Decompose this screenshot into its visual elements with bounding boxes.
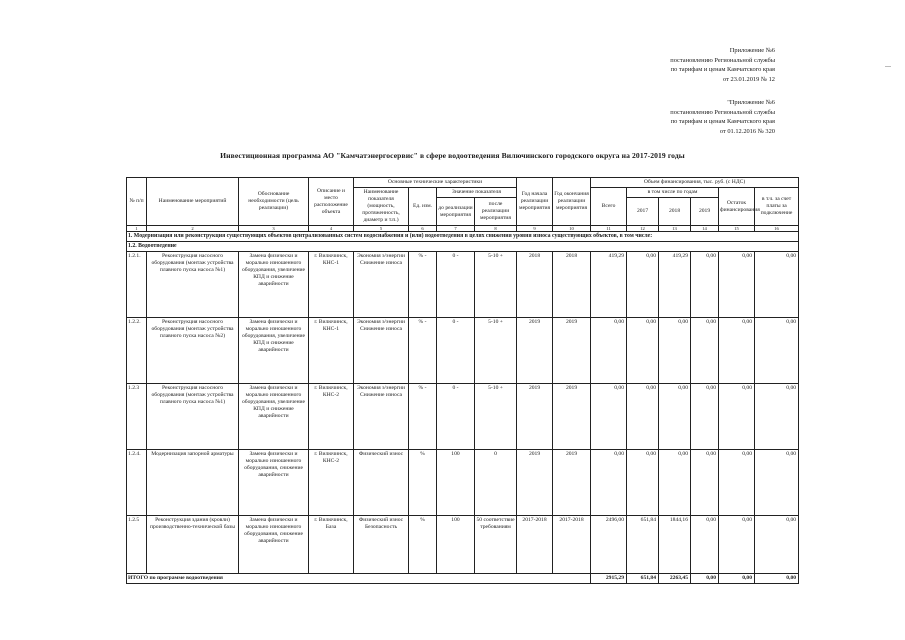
column-number: 14 [691, 226, 719, 232]
table-row [127, 318, 799, 384]
location-cell: г. Вилючинск, КНС-1 [309, 252, 354, 318]
finance-2018-cell: 0,00 [659, 318, 691, 384]
total-y2018-cell: 2263,45 [659, 574, 691, 584]
column-number: 4 [309, 226, 354, 232]
column-number: 15 [719, 226, 755, 232]
appendix-current-note [670, 46, 775, 84]
total-remaining-cell: 0,00 [719, 574, 755, 584]
measure-name-cell: Модернизация запорной арматуры [147, 450, 239, 516]
value-after-cell: 5-10 + [475, 384, 517, 450]
measure-name-cell: Реконструкция насосного оборудования (монтаж устройства плавного пуска насоса №1) [147, 252, 239, 318]
column-number: 16 [755, 226, 799, 232]
finance-2017-cell: 0,00 [627, 384, 659, 450]
row-number-cell: 1.2.3 [127, 384, 147, 450]
header-year-start: Год начала реализации мероприятия [517, 178, 553, 226]
scan-mark [885, 66, 891, 67]
appendix-line: Приложение №6 [729, 47, 775, 54]
header-row [127, 178, 799, 188]
unit-cell: % - [409, 318, 437, 384]
header-justification: Обоснование необходимости (цель реализации) [239, 178, 309, 226]
indicator-cell: Экономия э/энергии Снижение износа [354, 384, 409, 450]
header-incl-fee: в т.ч. за счет платы за подключение [755, 188, 799, 226]
total-label: ИТОГО по программе водоотведения [127, 574, 591, 584]
finance-2018-cell: 419,29 [659, 252, 691, 318]
header-indicator: Наименование показателя (мощность, протяженность, диаметр и т.п.) [354, 188, 409, 226]
measure-name-cell: Реконструкция здания (кровли) производственно-технической базы [147, 516, 239, 574]
year-end-cell: 2018 [553, 252, 591, 318]
finance-incl-fee-cell: 0,00 [755, 252, 799, 318]
column-number: 3 [239, 226, 309, 232]
appendix-line: "Приложение №6 [727, 99, 775, 106]
finance-total-cell: 0,00 [591, 318, 627, 384]
year-end-cell: 2019 [553, 318, 591, 384]
location-cell: г. Вилючинск, КНС-1 [309, 318, 354, 384]
measure-name-cell: Реконструкция насосного оборудования (монтаж устройства плавного пуска насоса №2) [147, 318, 239, 384]
finance-2019-cell: 0,00 [691, 384, 719, 450]
total-y2019-cell: 0,00 [691, 574, 719, 584]
column-number: 8 [475, 226, 517, 232]
header-2018: 2018 [659, 198, 691, 226]
unit-cell: % [409, 450, 437, 516]
value-after-cell: 5-10 + [475, 318, 517, 384]
finance-2019-cell: 0,00 [691, 252, 719, 318]
header-2019: 2019 [691, 198, 719, 226]
column-number: 9 [517, 226, 553, 232]
justification-cell: Замена физически и морально изношенного оборудования, снижение аварийности [239, 450, 309, 516]
finance-remaining-cell: 0,00 [719, 252, 755, 318]
total-incl_fee-cell: 0,00 [755, 574, 799, 584]
finance-remaining-cell: 0,00 [719, 516, 755, 574]
justification-cell: Замена физически и морально изношенного оборудования, снижение аварийности [239, 516, 309, 574]
year-start-cell: 2019 [517, 384, 553, 450]
appendix-line: постановлению Региональной службы [670, 56, 775, 64]
total-y2017-cell: 651,84 [627, 574, 659, 584]
row-number-cell: 1.2.2. [127, 318, 147, 384]
header-values-group: Значение показателя [437, 188, 517, 198]
finance-2017-cell: 0,00 [627, 318, 659, 384]
header-name: Наименование мероприятий [147, 178, 239, 226]
investment-table [126, 177, 799, 584]
header-tech-group: Основные технические характеристики [354, 178, 517, 188]
finance-2017-cell: 0,00 [627, 252, 659, 318]
total-row [127, 574, 799, 584]
value-before-cell: 0 - [437, 318, 475, 384]
column-number: 7 [437, 226, 475, 232]
finance-2018-cell: 1844,16 [659, 516, 691, 574]
header-unit: Ед. изм. [409, 188, 437, 226]
finance-2018-cell: 0,00 [659, 384, 691, 450]
indicator-cell: Экономия э/энергии Снижение износа [354, 318, 409, 384]
subsection-row [127, 242, 799, 252]
location-cell: г. Вилючинск, КНС-2 [309, 384, 354, 450]
year-start-cell: 2018 [517, 252, 553, 318]
total-total-cell: 2915,29 [591, 574, 627, 584]
unit-cell: % - [409, 252, 437, 318]
year-end-cell: 2019 [553, 450, 591, 516]
appendix-line: по тарифам и ценам Камчатского края [670, 66, 775, 74]
year-start-cell: 2017-2018 [517, 516, 553, 574]
finance-incl-fee-cell: 0,00 [755, 450, 799, 516]
finance-remaining-cell: 0,00 [719, 384, 755, 450]
header-location: Описание и место расположение объекта [309, 178, 354, 226]
appendix-line: постановлению Региональной службы [670, 108, 775, 116]
appendix-line: от 23.01.2019 № 12 [723, 75, 775, 83]
value-before-cell: 0 - [437, 252, 475, 318]
header-finance-group: Объем финансирования, тыс. руб. (с НДС) [591, 178, 799, 188]
indicator-cell: Физический износ [354, 450, 409, 516]
row-number-cell: 1.2.5 [127, 516, 147, 574]
value-before-cell: 100 [437, 450, 475, 516]
finance-incl-fee-cell: 0,00 [755, 384, 799, 450]
value-after-cell: 5-10 + [475, 252, 517, 318]
finance-remaining-cell: 0,00 [719, 450, 755, 516]
measure-name-cell: Реконструкция насосного оборудования (монтаж устройства плавного пуска насоса №1) [147, 384, 239, 450]
header-before: до реализации мероприятия [437, 198, 475, 226]
header-2017: 2017 [627, 198, 659, 226]
value-after-cell: 0 [475, 450, 517, 516]
appendix-line: от 01.12.2016 № 320 [719, 127, 775, 135]
table-row [127, 516, 799, 574]
document-title: Инвестиционная программа АО "Камчатэнергосервис" в сфере водоотведения Вилючинского городского округа на 2017-2019 годы [220, 151, 685, 160]
finance-2017-cell: 651,84 [627, 516, 659, 574]
column-number: 2 [147, 226, 239, 232]
header-total: Всего [591, 188, 627, 226]
indicator-cell: Экономия э/энергии Снижение износа [354, 252, 409, 318]
table-row [127, 384, 799, 450]
finance-2017-cell: 0,00 [627, 450, 659, 516]
finance-2018-cell: 0,00 [659, 450, 691, 516]
finance-2019-cell: 0,00 [691, 450, 719, 516]
column-number: 12 [627, 226, 659, 232]
header-year-end: Год окончания реализации мероприятия [553, 178, 591, 226]
table-row [127, 252, 799, 318]
year-end-cell: 2019 [553, 384, 591, 450]
indicator-cell: Физический износ Безопасность [354, 516, 409, 574]
unit-cell: % - [409, 384, 437, 450]
value-before-cell: 0 - [437, 384, 475, 450]
row-number-cell: 1.2.1. [127, 252, 147, 318]
table-row [127, 450, 799, 516]
justification-cell: Замена физически и морально изношенного оборудования, увеличение КПД и снижение аварийности [239, 384, 309, 450]
appendix-previous-note [670, 98, 775, 136]
finance-total-cell: 2496,00 [591, 516, 627, 574]
column-number: 13 [659, 226, 691, 232]
column-number: 5 [354, 226, 409, 232]
column-number: 1 [127, 226, 147, 232]
year-start-cell: 2019 [517, 450, 553, 516]
finance-incl-fee-cell: 0,00 [755, 318, 799, 384]
column-number: 10 [553, 226, 591, 232]
finance-remaining-cell: 0,00 [719, 318, 755, 384]
finance-total-cell: 419,29 [591, 252, 627, 318]
finance-total-cell: 0,00 [591, 450, 627, 516]
year-end-cell: 2017-2018 [553, 516, 591, 574]
value-before-cell: 100 [437, 516, 475, 574]
finance-total-cell: 0,00 [591, 384, 627, 450]
justification-cell: Замена физически и морально изношенного оборудования, увеличение КПД и снижение аварийности [239, 318, 309, 384]
header-incl-years: в том числе по годам [627, 188, 719, 198]
column-number: 11 [591, 226, 627, 232]
row-number-cell: 1.2.4. [127, 450, 147, 516]
subsection-title: 1.2. Водоотведение [127, 242, 799, 252]
location-cell: г. Вилючинск, База [309, 516, 354, 574]
year-start-cell: 2019 [517, 318, 553, 384]
header-num: № п/п [127, 178, 147, 226]
location-cell: г. Вилючинск, КНС-2 [309, 450, 354, 516]
unit-cell: % [409, 516, 437, 574]
finance-2019-cell: 0,00 [691, 516, 719, 574]
header-remaining: Остаток финансирования [719, 188, 755, 226]
justification-cell: Замена физически и морально изношенного оборудования, увеличение КПД и снижение аварийности [239, 252, 309, 318]
section-row [127, 232, 799, 242]
section-title: 1. Модернизация или реконструкция существующих объектов централизованных систем водоснабжения и (или) водоотведения в целях снижения уровня износа существующих объектов, в том числе: [127, 232, 799, 242]
finance-2019-cell: 0,00 [691, 318, 719, 384]
value-after-cell: 50 соответствие требованиям [475, 516, 517, 574]
finance-incl-fee-cell: 0,00 [755, 516, 799, 574]
header-after: после реализации мероприятия [475, 198, 517, 226]
appendix-line: по тарифам и ценам Камчатского края [670, 118, 775, 126]
column-number: 6 [409, 226, 437, 232]
